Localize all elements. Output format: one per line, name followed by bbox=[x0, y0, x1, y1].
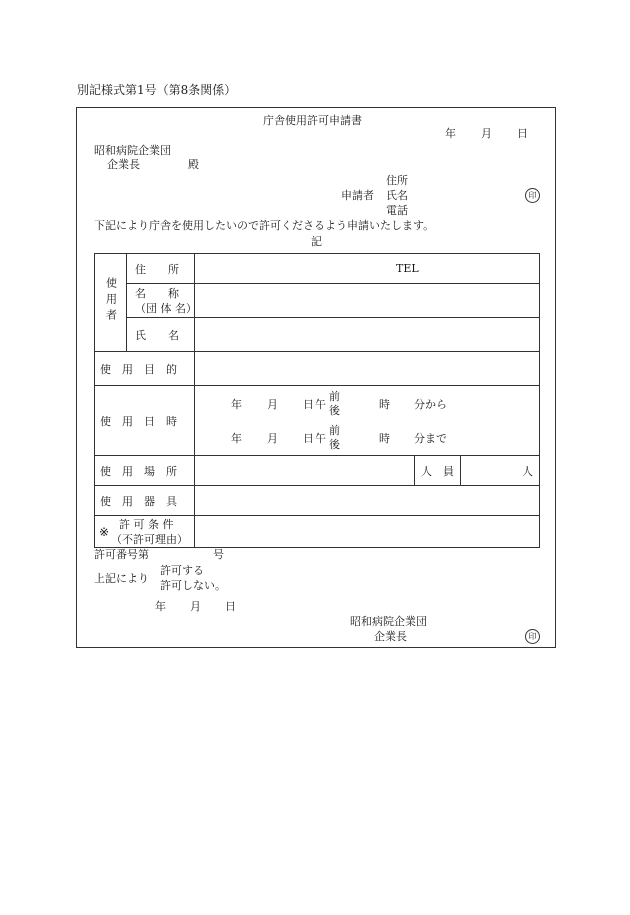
request-text: 下記により庁舎を使用したいので許可くださるよう申請いたします。 bbox=[94, 219, 435, 232]
purpose-field[interactable] bbox=[195, 352, 540, 386]
place-field[interactable] bbox=[195, 456, 415, 486]
person-name-label: 氏 名 bbox=[127, 318, 195, 352]
date-month: 月 bbox=[481, 127, 492, 140]
dt-end-am: 前 bbox=[329, 424, 340, 437]
dt-start-day: 日 bbox=[303, 398, 314, 411]
dt-end-ampm: 午 bbox=[315, 432, 326, 445]
place-label: 使 用 場 所 bbox=[95, 456, 195, 486]
user-group-label: 使用者 bbox=[104, 277, 118, 325]
permit-number-suffix: 号 bbox=[213, 548, 224, 561]
applicant-name-label: 氏名 bbox=[386, 189, 408, 202]
condition-label-cell bbox=[95, 516, 195, 548]
tel-label: TEL bbox=[396, 262, 419, 275]
dt-start-month: 月 bbox=[267, 398, 278, 411]
applicant-phone-label: 電話 bbox=[386, 204, 408, 217]
ki-heading: 記 bbox=[311, 235, 322, 248]
person-name-field[interactable] bbox=[195, 318, 540, 352]
org-name-label: 名 称 bbox=[135, 286, 179, 300]
dt-end-month: 月 bbox=[267, 432, 278, 445]
condition-label: 許 可 条 件 bbox=[119, 518, 174, 531]
permit-by-above: 上記により bbox=[94, 572, 149, 585]
condition-field[interactable] bbox=[195, 516, 540, 548]
dt-end-year: 年 bbox=[231, 432, 242, 445]
applicant-address-label: 住所 bbox=[386, 174, 408, 187]
date-year: 年 bbox=[445, 127, 456, 140]
permit-month: 月 bbox=[190, 600, 201, 613]
form-title: 庁舎使用許可申請書 bbox=[263, 114, 362, 127]
applicant-label: 申請者 bbox=[341, 189, 374, 202]
form-number: 別記様式第1号（第8条関係） bbox=[77, 83, 237, 97]
org-name-label-cell bbox=[127, 284, 195, 318]
permit-number-prefix: 許可番号第 bbox=[94, 548, 149, 561]
dt-end-hour: 時 bbox=[379, 432, 390, 445]
dt-start-from: 分から bbox=[414, 398, 447, 411]
datetime-label: 使 用 日 時 bbox=[95, 386, 195, 456]
permit-yes: 許可する bbox=[160, 564, 204, 577]
dt-end-to: 分まで bbox=[414, 432, 447, 445]
dt-start-year: 年 bbox=[231, 398, 242, 411]
recipient-org: 昭和病院企業団 bbox=[94, 144, 171, 157]
recipient-title: 企業長 bbox=[107, 158, 140, 171]
permit-org: 昭和病院企業団 bbox=[350, 615, 427, 628]
dt-start-pm: 後 bbox=[329, 404, 340, 417]
recipient-honorific: 殿 bbox=[188, 158, 199, 171]
dt-end-day: 日 bbox=[303, 432, 314, 445]
address-label: 住 所 bbox=[127, 254, 195, 284]
user-group-cell bbox=[95, 254, 127, 352]
purpose-label: 使 用 目 的 bbox=[95, 352, 195, 386]
permit-no: 許可しない。 bbox=[160, 579, 226, 592]
people-unit[interactable]: 人 bbox=[461, 456, 540, 486]
datetime-field[interactable] bbox=[195, 386, 540, 456]
org-name-field[interactable] bbox=[195, 284, 540, 318]
condition-mark: ※ bbox=[99, 525, 110, 539]
dt-start-ampm: 午 bbox=[315, 398, 326, 411]
refusal-reason-label: （不許可理由） bbox=[111, 533, 188, 546]
date-day: 日 bbox=[517, 127, 528, 140]
equipment-field[interactable] bbox=[195, 486, 540, 516]
application-table bbox=[94, 253, 540, 548]
dt-start-am: 前 bbox=[329, 390, 340, 403]
applicant-seal-icon: 印 bbox=[525, 188, 540, 203]
people-label: 人 員 bbox=[415, 456, 461, 486]
dt-end-pm: 後 bbox=[329, 438, 340, 451]
org-group-label: （団 体 名） bbox=[135, 301, 197, 315]
dt-start-hour: 時 bbox=[379, 398, 390, 411]
permit-title: 企業長 bbox=[374, 630, 407, 643]
permit-seal-icon: 印 bbox=[525, 629, 540, 644]
permit-day: 日 bbox=[225, 600, 236, 613]
equipment-label: 使 用 器 具 bbox=[95, 486, 195, 516]
address-field[interactable] bbox=[195, 254, 540, 284]
permit-year: 年 bbox=[155, 600, 166, 613]
